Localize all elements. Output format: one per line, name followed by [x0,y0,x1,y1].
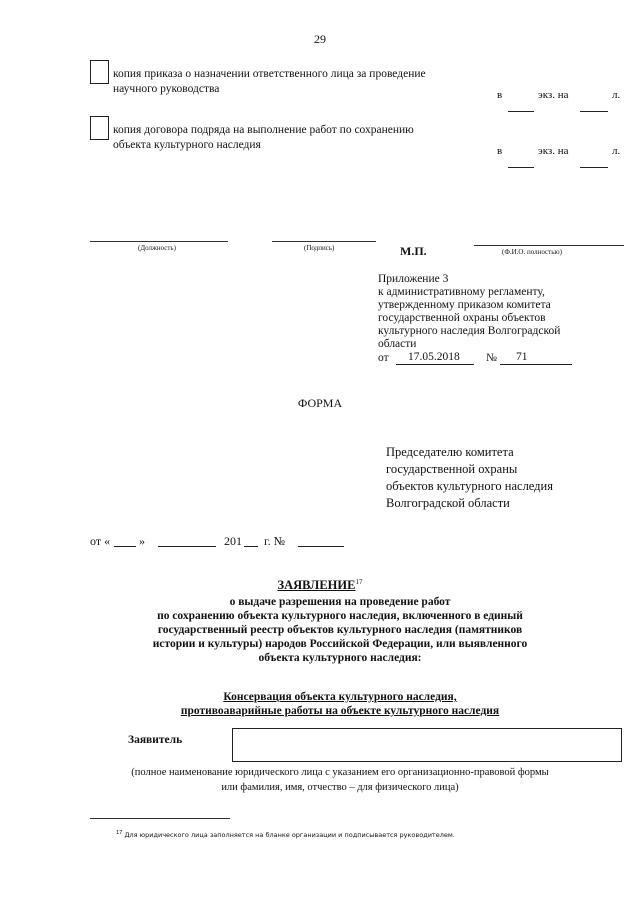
signature-line[interactable] [272,241,376,242]
statement-title-text: ЗАЯВЛЕНИЕ [277,578,356,593]
date-num-label: г. № [264,534,286,548]
signature-label: (Подпись) [304,244,335,252]
appendix-from: от [378,352,389,364]
applicant-hint-line: (полное наименование юридического лица с указанием его организационно-правовой формы [131,767,549,778]
subtitle-line: государственный реестр объектов культурного наследия (памятников [157,624,523,636]
appendix-line: к административному регламенту, [378,286,545,298]
copies-count-field[interactable] [508,99,534,112]
subtitle-line: объекта культурного наследия: [258,652,422,664]
appendix-block [378,273,628,351]
subtitle-line: истории и культуры) народов Российской Федерации, или выявленного [152,638,528,650]
title-footnote-ref: 17 [355,578,363,586]
subtitle-line: о выдаче разрешения на проведение работ [229,596,451,608]
year-prefix: 201 [224,534,242,548]
form-title: ФОРМА [297,396,343,410]
item-ekz-label: экз. на [538,145,569,157]
footnote [116,830,455,839]
appendix-number: 71 [516,351,528,363]
appendix-line: утвержденному приказом комитета [378,299,551,311]
item-copy-contract-text [113,123,488,153]
addressee-block [386,444,626,512]
item-l-label: л. [612,89,621,101]
appendix-date: 17.05.2018 [408,351,460,363]
checkbox-copy-order[interactable] [90,60,109,84]
item-line: копия договора подряда на выполнение работ по сохранению [113,124,414,136]
addressee-line: Председателю комитета [386,445,514,459]
appendix-line: области [378,338,417,350]
item-line: объекта культурного наследия [113,139,261,151]
appendix-num-sign: № [486,352,497,364]
item-v-label: в [497,145,503,157]
item-line: научного руководства [113,83,220,95]
appendix-line: Приложение 3 [378,273,449,285]
addressee-line: Волгоградской области [386,496,510,510]
statement-subtitle [60,595,620,665]
subtitle-line: по сохранению объекта культурного наследия, включенного в единый [157,610,523,622]
day-field[interactable] [114,534,136,547]
appendix-line: государственной охраны объектов [378,312,546,324]
date-from-label: от « [90,534,111,548]
work-type [60,690,620,718]
applicant-label: Заявитель [128,734,183,746]
appendix-num-line [500,351,572,365]
number-field[interactable] [298,534,344,547]
year-field[interactable] [244,534,258,547]
position-label: (Должность) [138,244,176,252]
fio-line[interactable] [474,245,624,246]
page-number: 29 [314,32,326,46]
item-copy-order-text [113,67,488,97]
applicant-hint [60,765,620,795]
addressee-line: объектов культурного наследия [386,479,553,493]
item-ekz-label: экз. на [538,89,569,101]
statement-title [0,578,640,593]
work-type-line: Консервация объекта культурного наследия, [223,691,457,703]
item-line: копия приказа о назначении ответственного лица за проведение [113,68,426,80]
footnote-separator [90,818,230,819]
date-close-quote: » [139,534,145,548]
fio-label: (Ф.И.О. полностью) [502,248,562,256]
item-v-label: в [497,89,503,101]
sheets-count-field[interactable] [580,155,608,168]
copies-count-field[interactable] [508,155,534,168]
addressee-line: государственной охраны [386,462,518,476]
applicant-hint-line: или фамилия, имя, отчество – для физического лица) [221,782,459,793]
stamp-place: М.П. [400,244,427,258]
position-line[interactable] [90,241,228,242]
item-l-label: л. [612,145,621,157]
footnote-number: 17 [116,830,123,836]
checkbox-copy-contract[interactable] [90,116,109,140]
sheets-count-field[interactable] [580,99,608,112]
applicant-field[interactable] [232,728,622,762]
footnote-text: Для юридического лица заполняется на бланке организации и подписывается руководителем. [124,831,455,840]
work-type-line: противоаварийные работы на объекте культурного наследия [180,705,500,717]
month-field[interactable] [158,534,216,547]
appendix-line: культурного наследия Волгоградской [378,325,561,337]
